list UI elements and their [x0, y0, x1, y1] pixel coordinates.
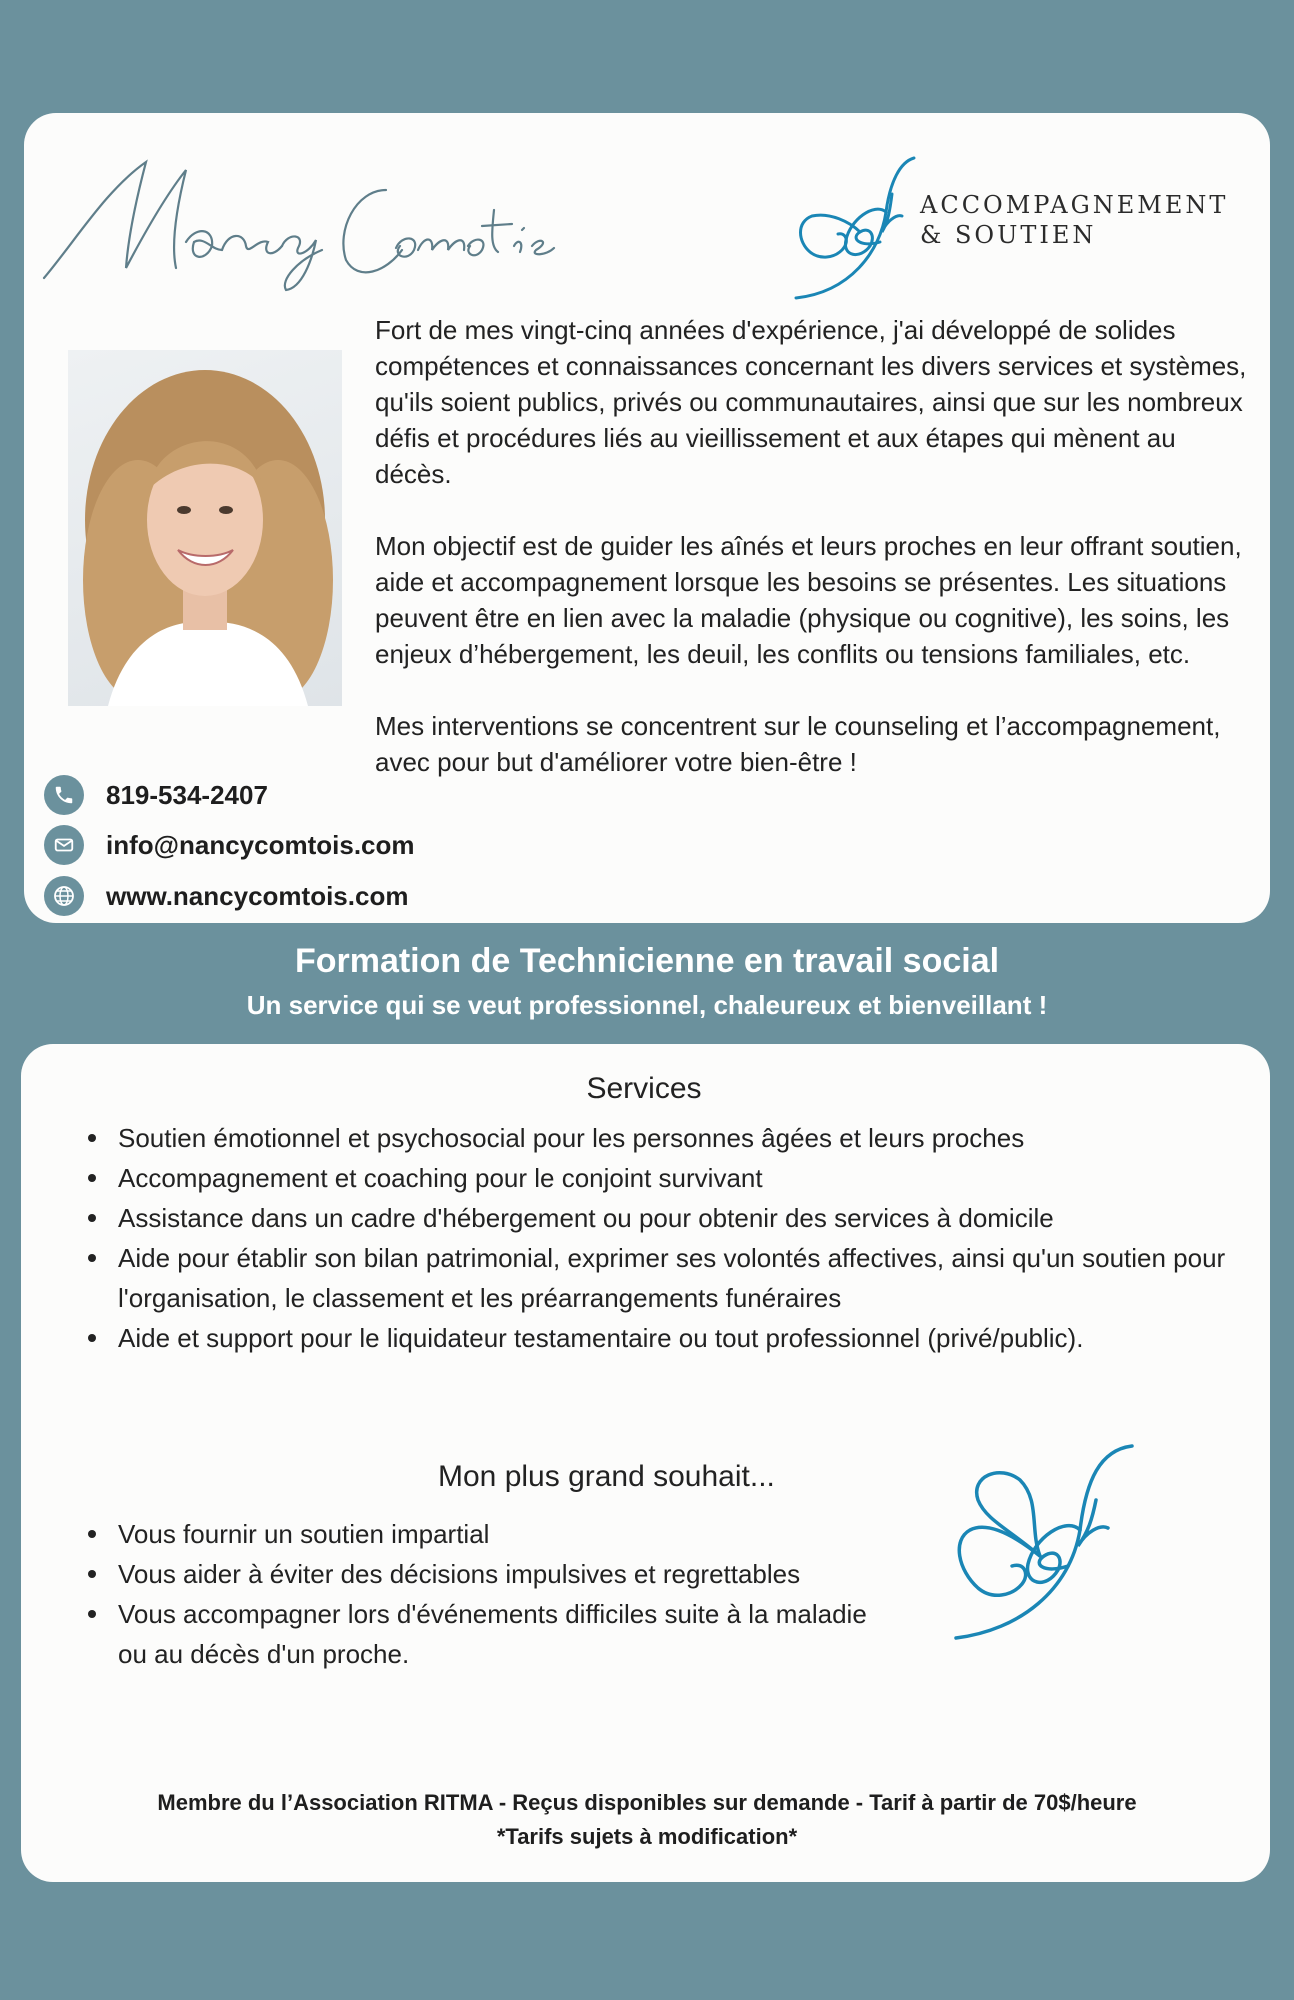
intro-paragraph-1: Fort de mes vingt-cinq années d'expérience, j'ai développé de solides compétences et connaissances concernant les divers services et systèmes, qu'ils soient publics, privés ou communautaires, ainsi que sur les nombreux défis et procédures liés au vieillissement et aux étapes qui mènent au décès. [375, 315, 1247, 489]
phone-number: 819-534-2407 [106, 779, 268, 810]
list-item: Aide et support pour le liquidateur testamentaire ou tout professionnel (privé/public). [76, 1318, 1236, 1358]
intro-paragraph-2: Mon objectif est de guider les aînés et leurs proches en leur offrant soutien, aide et accompagnement lorsque les besoins se présentes. Les situations peuvent être en lien avec la maladie (physique ou cognitive), les soins, les enjeux d’hébergement, les deuil, les conflits ou tensions familiales, etc. [375, 531, 1242, 669]
list-item: Vous accompagner lors d'événements difficiles suite à la maladie ou au décès d'un proche. [76, 1594, 876, 1674]
intro-text [375, 312, 1255, 816]
logo-text [920, 190, 1228, 250]
wish-title: Mon plus grand souhait... [438, 1460, 775, 1493]
logo-line-2: & SOUTIEN [920, 221, 1097, 249]
contact-website[interactable] [44, 876, 408, 916]
email-address: info@nancycomtois.com [106, 829, 415, 860]
website-url: www.nancycomtois.com [106, 880, 409, 911]
butterfly-logo-icon [900, 1420, 1140, 1640]
list-item: Vous fournir un soutien impartial [76, 1514, 876, 1554]
contact-email[interactable] [44, 825, 415, 865]
list-item: Vous aider à éviter des décisions impulsives et regrettables [76, 1554, 876, 1594]
intro-paragraph-3: Mes interventions se concentrent sur le counseling et l’accompagnement, avec pour but d'améliorer votre bien-être ! [375, 711, 1221, 777]
list-item: Assistance dans un cadre d'hébergement ou pour obtenir des services à domicile [76, 1198, 1236, 1238]
email-icon [44, 825, 84, 865]
footer-line-1: Membre du l’Association RITMA - Reçus disponibles sur demande - Tarif à partir de 70$/heure [157, 1790, 1137, 1815]
butterfly-logo-icon [790, 152, 920, 302]
logo-line-1: ACCOMPAGNEMENT [920, 191, 1229, 219]
contact-phone[interactable] [44, 775, 268, 815]
list-item: Accompagnement et coaching pour le conjoint survivant [76, 1158, 1236, 1198]
banner-title: Formation de Technicienne en travail social [294, 942, 1000, 980]
phone-icon [44, 775, 84, 815]
list-item: Aide pour établir son bilan patrimonial, exprimer ses volontés affectives, ainsi qu'un soutien pour l'organisation, le classement et les préarrangements funéraires [76, 1238, 1236, 1318]
profile-photo [68, 350, 342, 706]
services-title: Services [586, 1072, 702, 1105]
wish-list [76, 1514, 876, 1674]
services-list [76, 1118, 1236, 1358]
list-item: Soutien émotionnel et psychosocial pour les personnes âgées et leurs proches [76, 1118, 1236, 1158]
signature-logo [36, 150, 556, 300]
banner-subtitle: Un service qui se veut professionnel, chaleureux et bienveillant ! [246, 990, 1048, 1020]
footer-line-2: *Tarifs sujets à modification* [496, 1824, 798, 1849]
globe-icon [44, 876, 84, 916]
